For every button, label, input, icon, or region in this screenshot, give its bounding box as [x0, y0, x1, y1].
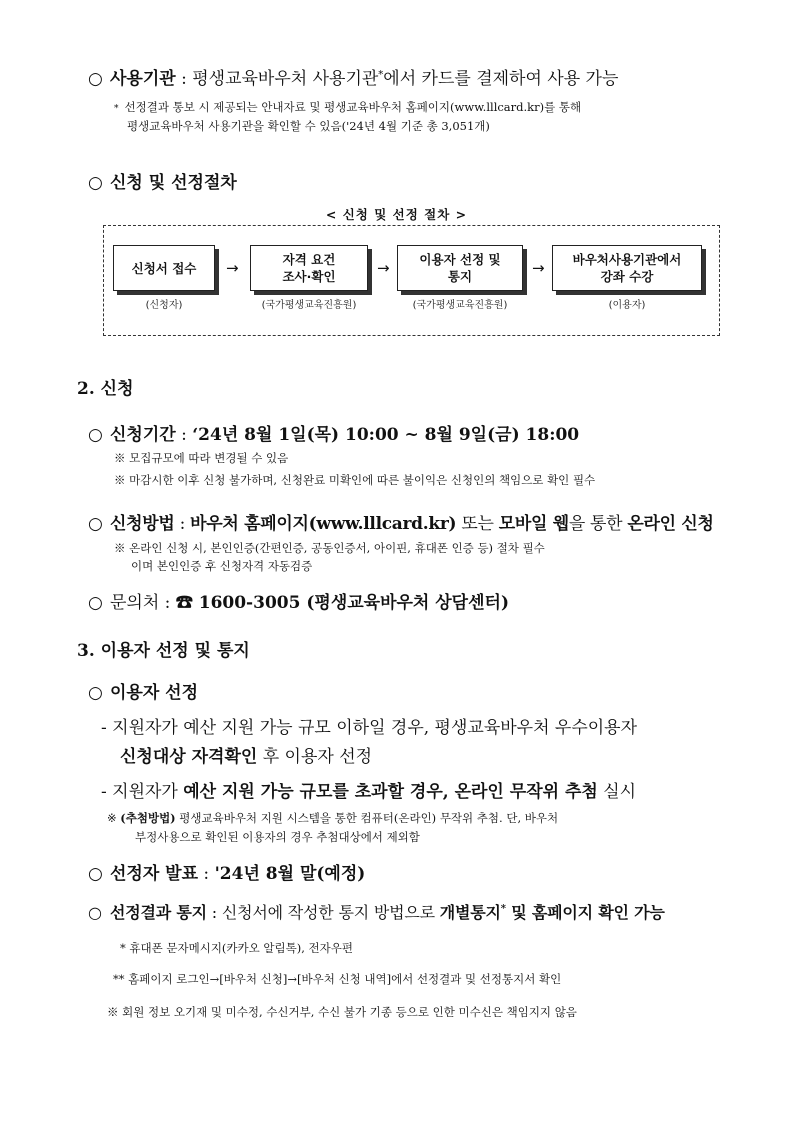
lottery-note-text1: 평생교육바우처 지원 시스템을 통한 컴퓨터(온라인) 무작위 추첨. 단, 바우처 [175, 811, 559, 825]
arrow-right-icon: → [377, 259, 390, 277]
notify-homepage: 및 홈페이지 확인 가능 [505, 903, 665, 922]
bullet-circle: ○ [88, 683, 103, 703]
heading-selection: 3. 이용자 선정 및 통지 [77, 641, 250, 661]
procedure-label: 신청 및 선정절차 [110, 173, 237, 193]
note-star: * [114, 104, 119, 114]
note-mark: ※ [107, 811, 121, 825]
notify-note-1: * 휴대폰 문자메시지(카카오 알림톡), 전자우편 [120, 941, 353, 955]
result-notification [88, 900, 665, 923]
flow-step-2-line2: 조사·확인 [282, 269, 336, 284]
section-procedure [88, 168, 237, 193]
usage-note-line2: 평생교육바우처 사용기관을 확인할 수 있음('24년 4월 기준 총 3,051개) [127, 119, 490, 133]
announce-sep: : [198, 864, 215, 884]
flow-step-4 [552, 245, 702, 291]
flow-step-1 [113, 245, 215, 291]
method-or: 또는 [456, 514, 499, 534]
phone-icon: ☎ [175, 593, 193, 613]
usage-note-line1 [114, 99, 581, 115]
contact-sep: : [159, 593, 176, 613]
arrow-right-icon: → [532, 259, 545, 277]
flow-step-3-line2: 통지 [447, 269, 473, 284]
selection-desc-1-bold: 신청대상 자격확인 [120, 747, 258, 767]
flow-step-4-line1: 바우처사용기관에서 [572, 252, 682, 267]
flow-step-3-actor: (국가평생교육진흥원) [412, 300, 508, 311]
arrow-right-icon: → [226, 259, 239, 277]
bullet-circle: ○ [88, 514, 103, 534]
usage-text: : 평생교육바우처 사용기관 [175, 69, 379, 89]
announce-value: '24년 8월 말(예정) [214, 864, 366, 884]
usage-star: * [378, 69, 384, 81]
notify-note-3: ※ 회원 정보 오기재 및 미수정, 수신거부, 수신 불가 기종 등으로 인한 미수신은 책임지지 않음 [107, 1005, 577, 1019]
method-mobile: 모바일 웹 [498, 514, 569, 534]
bullet-circle: ○ [88, 69, 103, 89]
contact [88, 588, 509, 613]
announcement [88, 859, 365, 884]
usage-text2: 에서 카드를 결제하여 사용 가능 [383, 69, 619, 89]
method-sep: : [174, 514, 191, 534]
contact-label: 문의처 [110, 593, 160, 613]
flow-step-2 [250, 245, 368, 291]
bullet-circle: ○ [88, 173, 103, 193]
flow-step-2-line1: 자격 요건 [282, 252, 336, 267]
flow-step-3-line1: 이용자 선정 및 [419, 252, 501, 267]
method-note-line1: ※ 온라인 신청 시, 본인인증(간편인증, 공동인증서, 아이핀, 휴대폰 인증 등) 절차 필수 [114, 541, 545, 555]
method-online: 온라인 신청 [627, 514, 714, 534]
selection-label: 이용자 선정 [110, 683, 199, 703]
lottery-note-line2: 부정사용으로 확인된 이용자의 경우 추첨대상에서 제외함 [135, 830, 420, 844]
method-homepage: 바우처 홈페이지(www.lllcard.kr) [190, 514, 457, 534]
flow-step-3 [397, 245, 523, 291]
diagram-title: < 신청 및 선정 절차 > [325, 207, 468, 222]
period-value: ‘24년 8월 1일(목) 10:00 ~ 8월 9일(금) 18:00 [192, 425, 580, 445]
flow-step-4-actor: (이용자) [608, 300, 646, 311]
announce-label: 선정자 발표 [110, 864, 199, 884]
section-usage-institutions [88, 64, 618, 89]
flow-step-1-text: 신청서 접수 [131, 260, 197, 276]
usage-label: 사용기관 [110, 69, 176, 89]
selection-desc-2-post: 실시 [597, 782, 637, 802]
application-period [88, 420, 579, 445]
bullet-circle: ○ [88, 903, 102, 922]
period-note-2: ※ 마감시한 이후 신청 불가하며, 신청완료 미확인에 따른 불이익은 신청인의 책임으로 확인 필수 [114, 473, 596, 487]
bullet-circle: ○ [88, 425, 103, 445]
period-sep: : [175, 425, 193, 445]
method-via: 을 통한 [568, 514, 628, 534]
method-note-line2: 이며 본인인증 후 신청자격 자동검증 [131, 559, 313, 573]
selection-desc-1-rest: 후 이용자 선정 [257, 747, 373, 767]
method-label: 신청방법 [110, 514, 175, 534]
application-method [88, 509, 714, 534]
notify-note-2: ** 홈페이지 로그인→[바우처 신청]→[바우처 신청 내역]에서 선정결과 및 선정통지서 확인 [113, 972, 562, 986]
selection-desc-1-line1: - 지원자가 예산 지원 가능 규모 이하일 경우, 평생교육바우처 우수이용자 [101, 718, 638, 738]
selection-desc-2 [101, 777, 636, 802]
bullet-circle: ○ [88, 864, 103, 884]
period-note-1: ※ 모집규모에 따라 변경될 수 있음 [114, 451, 289, 465]
flow-step-1-actor: (신청자) [145, 300, 183, 311]
notify-star: * [500, 903, 506, 915]
period-label: 신청기간 [110, 425, 176, 445]
lottery-note-line1 [107, 810, 558, 826]
flow-step-4-line2: 강좌 수강 [600, 269, 654, 284]
contact-value: 1600-3005 (평생교육바우처 상담센터) [192, 593, 509, 613]
notify-label: 선정결과 통지 [110, 903, 207, 922]
selection-desc-1-line2 [120, 742, 372, 767]
heading-application: 2. 신청 [77, 379, 134, 399]
flow-step-2-actor: (국가평생교육진흥원) [261, 300, 357, 311]
usage-note-text1: 선정결과 통보 시 제공되는 안내자료 및 평생교육바우처 홈페이지(www.lllcard.kr)를 통해 [124, 100, 582, 114]
notify-individual: 개별통지 [439, 903, 501, 922]
selection-desc-2-bold: 예산 지원 가능 규모를 초과할 경우, 온라인 무작위 추첨 [183, 782, 598, 802]
notify-text: : 신청서에 작성한 통지 방법으로 [206, 903, 440, 922]
user-selection [88, 678, 198, 703]
bullet-circle: ○ [88, 593, 103, 613]
selection-desc-2-pre: - 지원자가 [101, 782, 184, 802]
lottery-note-bold: (추첨방법) [120, 811, 176, 825]
